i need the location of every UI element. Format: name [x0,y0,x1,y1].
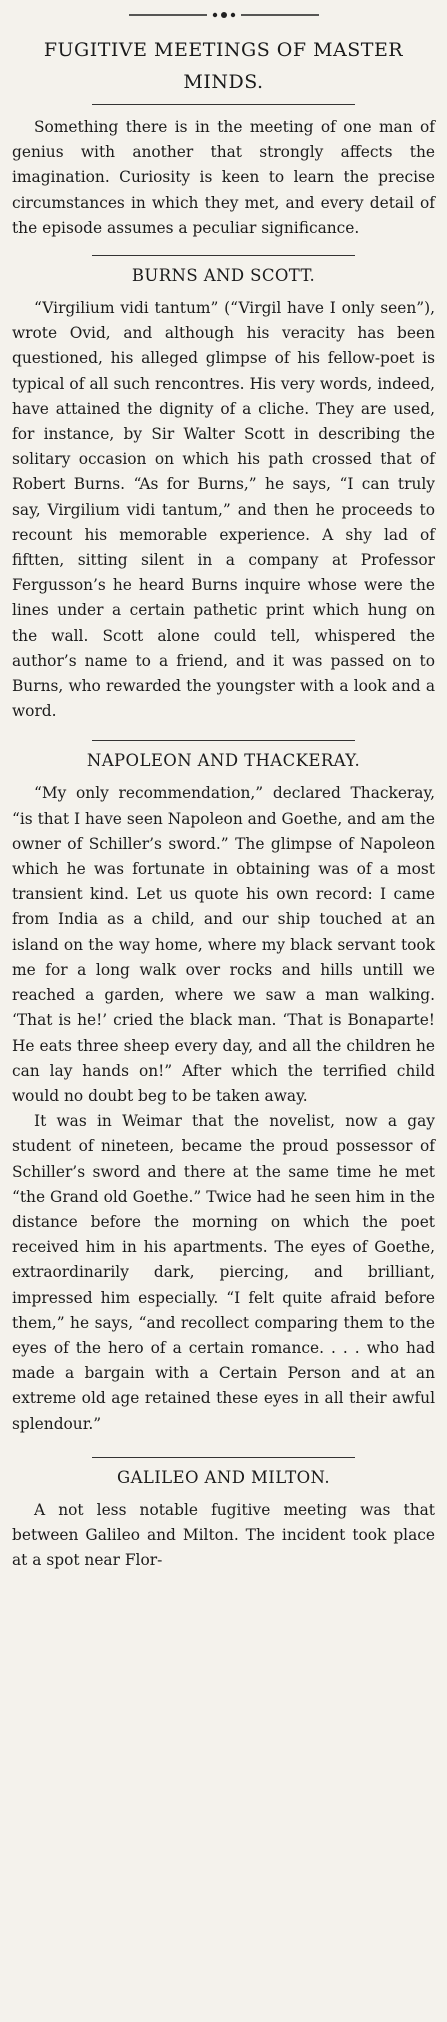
newspaper-column [0,8,447,2022]
paragraph-napoleon-thackeray-2: It was in Weimar that the novelist, now a gay student of nineteen, became the proud possessor of Schiller’s sword and there at the same time he met “the Grand old Goethe.” Twice had he seen him in the distance before the morning on which the poet received him in his apartments. The eyes of Goethe, extraordinarily dark, piercing, and brilliant, impressed him especially. “I felt quite afraid before them,” he says, “and recollect comparing them to the eyes of the hero of a certain romance. . . . who had made a bargain with a Certain Person and at an extreme old age retained these eyes in all their awful splendour.” [12,1112,435,1433]
ornament-dot-left [212,13,216,17]
paragraph-burns-scott: “Virgilium vidi tantum” (“Virgil have I only seen”), wrote Ovid, and although his veracity has been questioned, his alleged glimpse of his fellow-poet is typical of all such rencontres. His very words, indeed, have attained the dignity of a cliche. They are used, for instance, by Sir Walter Scott in describing the solitary occasion on which his path crossed that of Robert Burns. “As for Burns,” he says, “I can truly say, Virgilium vidi tantum,” and then he proceeds to recount his memorable experience. A shy lad of fiftten, sitting silent in a company at Professor Fergusson’s he heard Burns inquire whose were the lines under a certain pathetic print which hung on the wall. Scott alone could tell, whispered the author’s name to a friend, and it was passed on to Burns, who rewarded the youngster with a look and a word. [12,299,435,721]
paragraph-galileo-milton: A not less notable fugitive meeting was that between Galileo and Milton. The incident took place at a spot near Flor- [12,1500,435,1570]
section-heading-galileo-milton: GALILEO AND MILTON. [117,1467,330,1487]
article-title: FUGITIVE MEETINGS OF MASTER MINDS. [43,39,404,93]
title-rule [92,104,354,105]
section-heading-burns-scott: BURNS AND SCOTT. [131,266,316,286]
section-rule [92,1457,354,1458]
ornament-dot-right [230,13,234,17]
section-rule [92,255,354,256]
intro-paragraph: Something there is in the meeting of one man of genius with another that strongly affects the imagination. Curiosity is keen to learn the precise circumstances in which they met, and every detail of the episode assumes a peculiar significance. [12,118,435,237]
header-ornament [129,8,319,22]
section-heading-napoleon-thackeray: NAPOLEON AND THACKERAY. [86,751,361,771]
paragraph-napoleon-thackeray-1: “My only recommendation,” declared Thackeray, “is that I have seen Napoleon and Goethe, and am the owner of Schiller’s sword.” The glimpse of Napoleon which he was fortunate in obtaining was of a most transient kind. Let us quote his own record: I came from India as a child, and our ship touched at an island on the way home, where my black servant took me for a long walk over rocks and hills untill we reached a garden, where we saw a man walking. ‘That is he!’ cried the black man. ‘That is Bonaparte! He eats three sheep every day, and all the children he can lay hands on!” After which the terrified child would no doubt beg to be taken away. [12,784,435,1105]
section-rule [92,740,354,741]
ornament-dot-center [221,12,227,18]
